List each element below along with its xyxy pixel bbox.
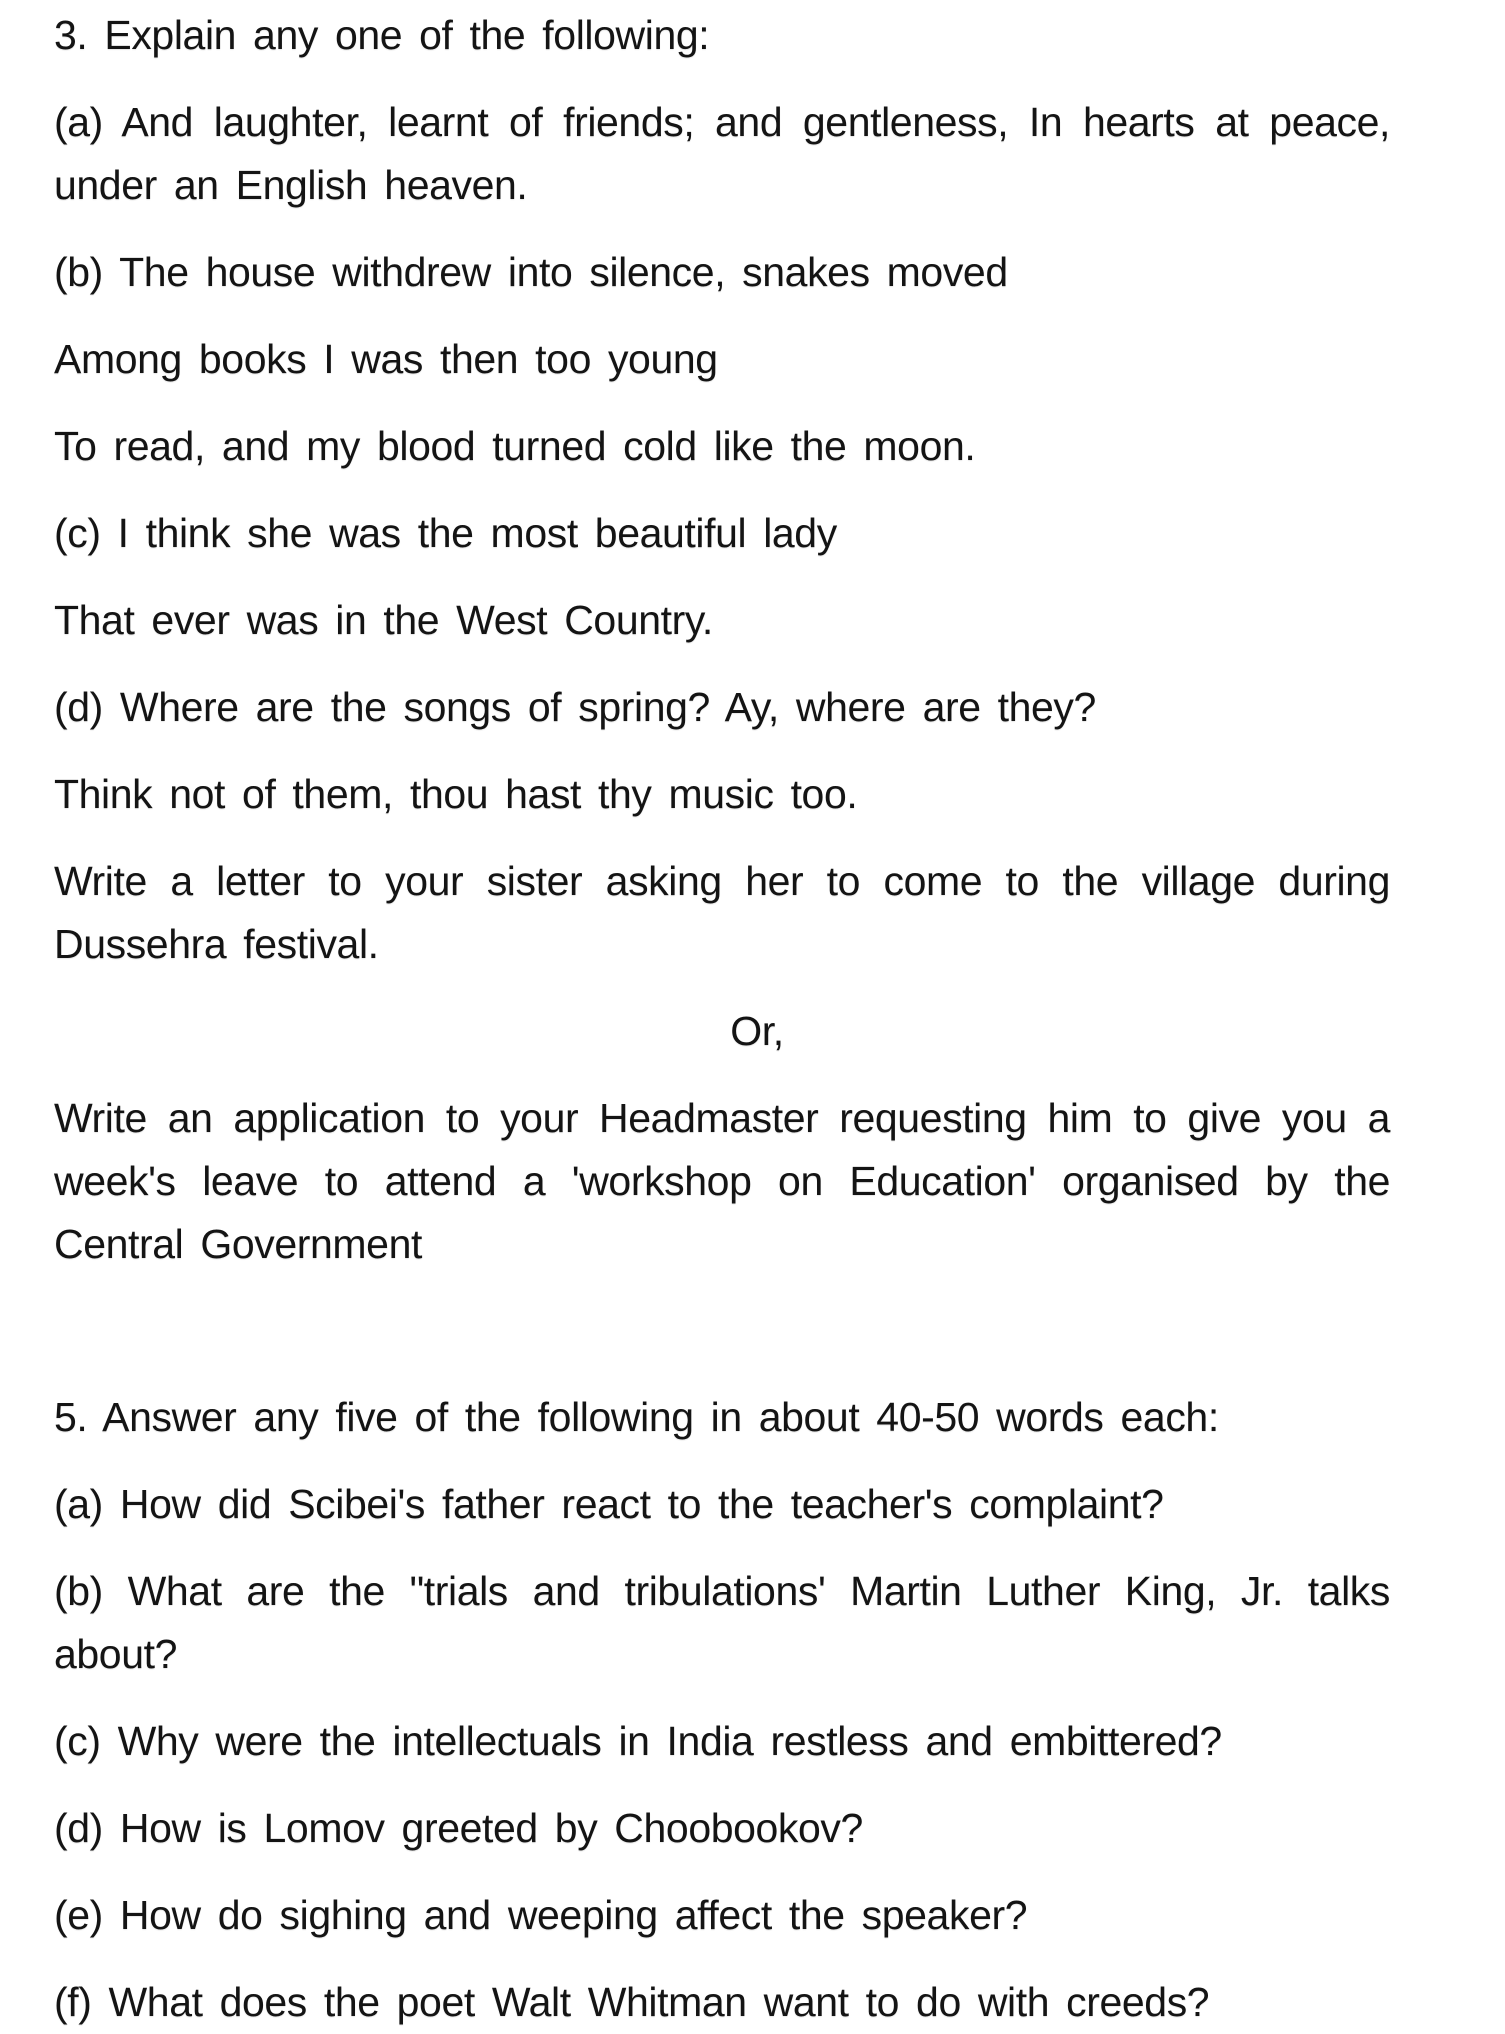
question5-item-d: (d) How is Lomov greeted by Choobookov? bbox=[54, 1805, 863, 1851]
question3-option-d-line2: Think not of them, thou hast thy music too. bbox=[54, 771, 858, 817]
question5-item-a: (a) How did Scibei's father react to the teacher's complaint? bbox=[54, 1481, 1164, 1527]
question3-option-b-line2: Among books I was then too young bbox=[54, 336, 718, 382]
letter-task-line2: Dussehra festival. bbox=[54, 921, 379, 967]
question5-item-b-line2: about? bbox=[54, 1631, 178, 1677]
application-task-line2: week's leave to attend a 'workshop on Education' organised by the bbox=[54, 1158, 1390, 1204]
question3-option-a-line1: (a) And laughter, learnt of friends; and gentleness, In hearts at peace, bbox=[54, 99, 1390, 145]
letter-task-line1: Write a letter to your sister asking her to come to the village during bbox=[54, 858, 1390, 904]
question5-item-c: (c) Why were the intellectuals in India restless and embittered? bbox=[54, 1718, 1222, 1764]
question3-heading: 3. Explain any one of the following: bbox=[54, 12, 710, 58]
question3-option-a-line2: under an English heaven. bbox=[54, 162, 528, 208]
question5-heading: 5. Answer any five of the following in about 40-50 words each: bbox=[54, 1394, 1219, 1440]
or-divider: Or, bbox=[730, 1008, 784, 1054]
question3-option-d-line1: (d) Where are the songs of spring? Ay, where are they? bbox=[54, 684, 1096, 730]
question3-option-b-line3: To read, and my blood turned cold like the moon. bbox=[54, 423, 976, 469]
question3-option-c-line2: That ever was in the West Country. bbox=[54, 597, 713, 643]
question5-item-e: (e) How do sighing and weeping affect the speaker? bbox=[54, 1892, 1028, 1938]
question5-item-f: (f) What does the poet Walt Whitman want to do with creeds? bbox=[54, 1979, 1210, 2025]
application-task-line1: Write an application to your Headmaster requesting him to give you a bbox=[54, 1095, 1390, 1141]
question5-item-b-line1: (b) What are the "trials and tribulations' Martin Luther King, Jr. talks bbox=[54, 1568, 1390, 1614]
question3-option-b-line1: (b) The house withdrew into silence, snakes moved bbox=[54, 249, 1008, 295]
application-task-line3: Central Government bbox=[54, 1221, 422, 1267]
question3-option-c-line1: (c) I think she was the most beautiful lady bbox=[54, 510, 837, 556]
